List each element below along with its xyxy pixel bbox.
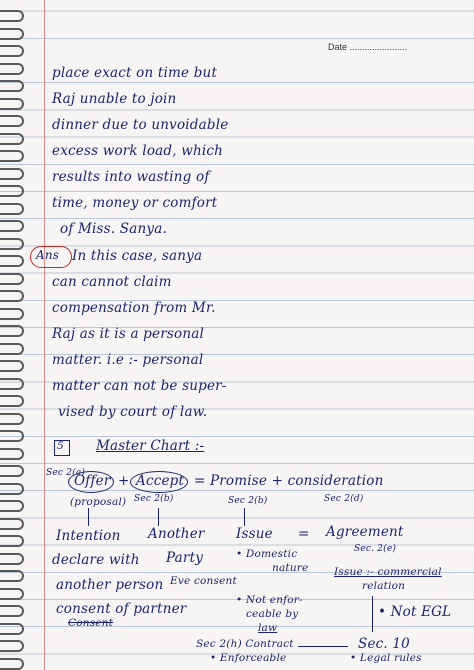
text-line: can cannot claim bbox=[52, 274, 172, 290]
spiral-ring bbox=[0, 150, 24, 162]
spiral-ring bbox=[0, 483, 24, 495]
spiral-ring bbox=[0, 430, 24, 442]
chart-nature: nature bbox=[272, 562, 309, 574]
chart-eve-consent: Eve consent bbox=[170, 575, 237, 587]
spiral-ring bbox=[0, 378, 24, 390]
chart-consent-strike: Consent bbox=[68, 617, 114, 629]
spiral-ring bbox=[0, 413, 24, 425]
chart-plus: + bbox=[118, 473, 130, 489]
chart-agreement: Agreement bbox=[326, 524, 404, 540]
chart-sec2e: Sec. 2(e) bbox=[354, 544, 397, 554]
text-line: results into wasting of bbox=[52, 169, 210, 185]
spiral-ring bbox=[0, 605, 24, 617]
spiral-ring bbox=[0, 360, 24, 372]
spiral-ring bbox=[0, 395, 24, 407]
spiral-ring bbox=[0, 623, 24, 635]
chart-accept: Accept bbox=[136, 473, 185, 489]
chart-consent-partner: consent of partner bbox=[56, 601, 187, 617]
chart-sec2d: Sec 2(d) bbox=[324, 494, 364, 504]
spiral-ring bbox=[0, 98, 24, 110]
chart-relation: relation bbox=[362, 580, 406, 592]
spiral-ring bbox=[0, 45, 24, 57]
chart-enforceable: • Enforceable bbox=[210, 652, 287, 664]
margin-line bbox=[44, 0, 45, 670]
spiral-ring bbox=[0, 255, 24, 267]
text-line: In this case, sanya bbox=[72, 248, 203, 264]
chart-issue-commercial: Issue :- commercial bbox=[334, 566, 442, 578]
text-line: matter can not be super- bbox=[52, 378, 227, 394]
chart-party: Party bbox=[166, 550, 204, 566]
spiral-ring bbox=[0, 185, 24, 197]
spiral-ring bbox=[0, 168, 24, 180]
chart-equals-2: = bbox=[298, 526, 310, 542]
spiral-ring bbox=[0, 308, 24, 320]
spiral-ring bbox=[0, 570, 24, 582]
text-line: excess work load, which bbox=[52, 143, 224, 159]
chart-not-enforceable: • Not enfor- bbox=[236, 594, 303, 606]
section-title: Master Chart :- bbox=[96, 438, 205, 454]
text-line: place exact on time but bbox=[52, 65, 218, 81]
text-line: Raj unable to join bbox=[52, 91, 177, 107]
chart-equals: = bbox=[194, 473, 206, 489]
text-line: dinner due to unvoidable bbox=[52, 117, 229, 133]
answer-badge: Ans bbox=[36, 248, 60, 262]
chart-label-sec2a: Sec 2(a) bbox=[46, 468, 86, 478]
spiral-ring bbox=[0, 465, 24, 477]
text-line: of Miss. Sanya. bbox=[60, 221, 167, 237]
spiral-ring bbox=[0, 238, 24, 250]
date-label: Date ....................... bbox=[328, 42, 408, 52]
chart-domestic: • Domestic bbox=[236, 548, 298, 560]
chart-promise: Promise + consideration bbox=[210, 473, 384, 489]
arrow-down bbox=[88, 508, 89, 526]
spiral-ring bbox=[0, 343, 24, 355]
chart-ceable-by: ceable by bbox=[246, 608, 299, 620]
text-line: compensation from Mr. bbox=[52, 300, 216, 316]
text-line: vised by court of law. bbox=[58, 404, 208, 420]
chart-issue: Issue bbox=[236, 526, 273, 542]
spiral-ring bbox=[0, 448, 24, 460]
spiral-ring bbox=[0, 133, 24, 145]
spiral-ring bbox=[0, 500, 24, 512]
chart-intention: Intention bbox=[56, 528, 121, 544]
spiral-ring bbox=[0, 63, 24, 75]
spiral-ring bbox=[0, 588, 24, 600]
chart-offer: Offer bbox=[74, 473, 111, 489]
spiral-ring bbox=[0, 273, 24, 285]
arrow-down bbox=[244, 508, 245, 526]
chart-sec2b-lower: Sec 2(b) bbox=[228, 496, 268, 506]
spiral-ring bbox=[0, 658, 24, 670]
spiral-ring bbox=[0, 10, 24, 22]
text-line: matter. i.e :- personal bbox=[52, 352, 204, 368]
chart-declare: declare with bbox=[52, 552, 140, 568]
text-line: Raj as it is a personal bbox=[52, 326, 204, 342]
chart-another: Another bbox=[148, 526, 205, 542]
spiral-ring bbox=[0, 553, 24, 565]
section-number: 5 bbox=[57, 440, 64, 452]
chart-sec2h-contract: Sec 2(h) Contract bbox=[196, 638, 294, 650]
spiral-ring bbox=[0, 115, 24, 127]
arrow-down bbox=[158, 508, 159, 526]
chart-sec10: Sec. 10 bbox=[358, 636, 410, 652]
chart-legal-rules: • Legal rules bbox=[350, 652, 422, 664]
spiral-ring bbox=[0, 535, 24, 547]
spiral-ring bbox=[0, 28, 24, 40]
text-line: time, money or comfort bbox=[52, 195, 218, 211]
arrow-left bbox=[298, 646, 348, 647]
chart-law: law bbox=[258, 622, 278, 634]
arrow-down bbox=[372, 596, 373, 632]
spiral-ring bbox=[0, 290, 24, 302]
spiral-ring bbox=[0, 640, 24, 652]
spiral-ring bbox=[0, 80, 24, 92]
chart-sec2b: Sec 2(b) bbox=[134, 494, 174, 504]
spiral-ring bbox=[0, 220, 24, 232]
spiral-ring bbox=[0, 203, 24, 215]
chart-not-egl: • Not EGL bbox=[378, 604, 452, 620]
spiral-ring bbox=[0, 325, 24, 337]
chart-proposal: (proposal) bbox=[70, 496, 127, 508]
chart-another-person: another person bbox=[56, 577, 164, 593]
spiral-ring bbox=[0, 518, 24, 530]
